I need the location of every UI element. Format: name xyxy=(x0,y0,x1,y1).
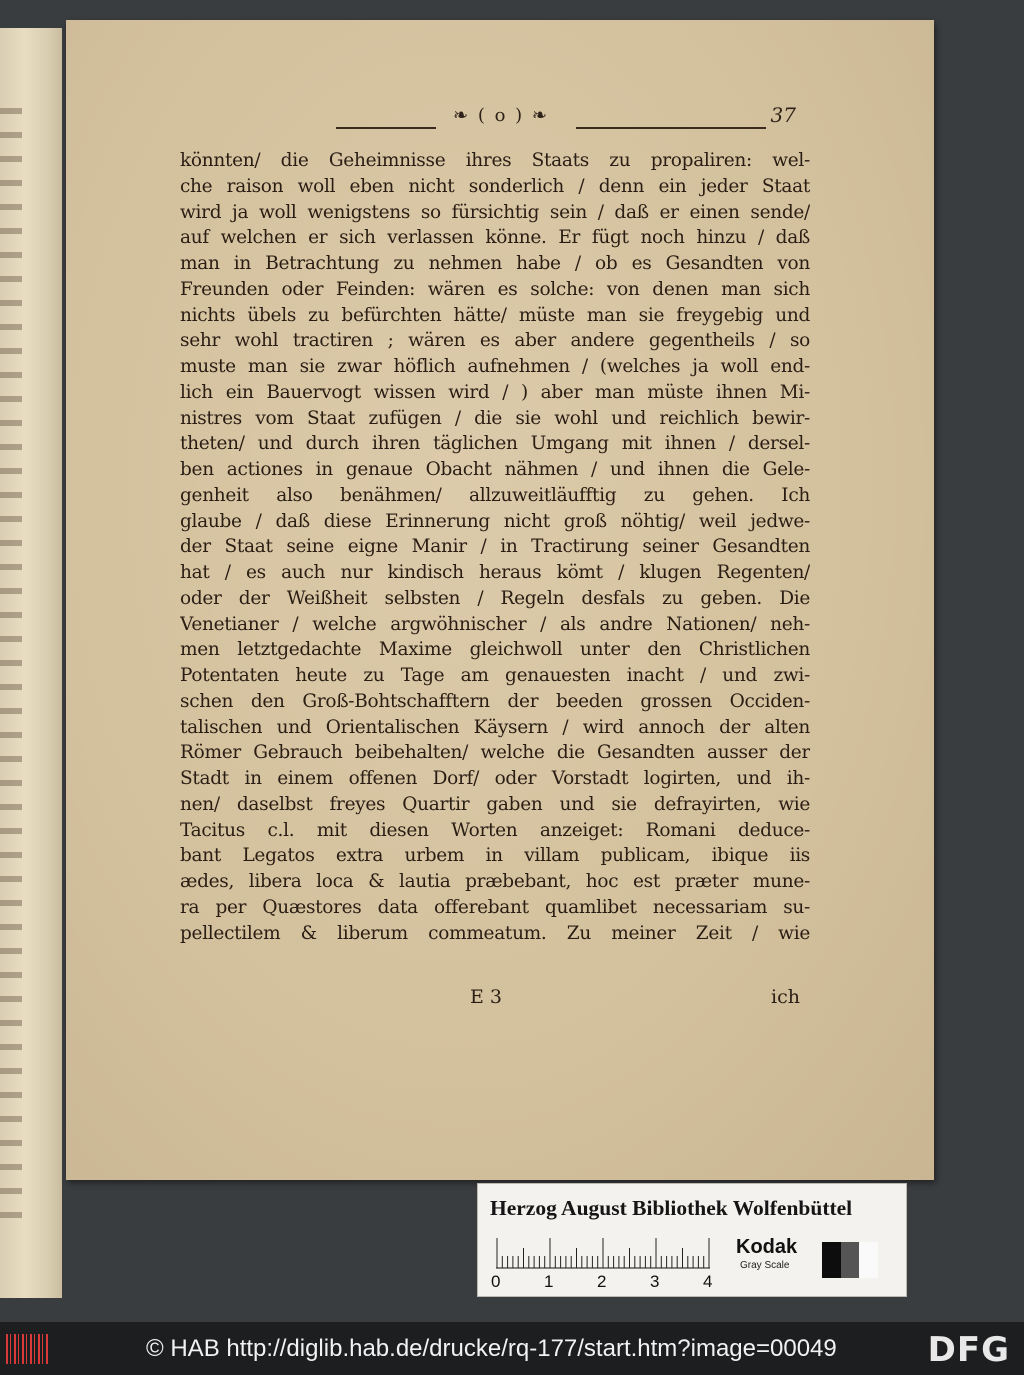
text-line: lich ein Bauervogt wissen wird / ) aber man müste ihnen Mi- xyxy=(180,381,810,403)
text-line: oder der Weißheit selbsten / Regeln desfals zu geben. Die xyxy=(180,587,810,609)
text-line: könnten/ die Geheimnisse ihres Staats zu propaliren: wel- xyxy=(180,150,810,171)
text-line: talischen und Orientalischen Käysern / wird annoch der alten xyxy=(180,716,810,738)
status-bar xyxy=(0,1322,1024,1375)
gray-swatch xyxy=(822,1242,878,1278)
gray-scale-label: Gray Scale xyxy=(740,1260,790,1271)
kodak-brand: Kodak xyxy=(736,1236,798,1258)
text-line: theten/ und durch ihren täglichen Umgang mit ihnen / dersel- xyxy=(180,433,810,455)
text-line: Venetianer / welche argwöhnischer / als andre Nationen/ neh- xyxy=(180,613,810,635)
color-calibration-card xyxy=(477,1183,907,1297)
catchword: ich xyxy=(771,986,800,1008)
text-line: nichts übels zu befürchten hätte/ müste man sie freygebig und xyxy=(180,304,810,326)
measurement-ruler xyxy=(491,1236,713,1291)
ruler-label: 3 xyxy=(650,1272,660,1291)
book-page xyxy=(66,20,934,1180)
text-line: che raison woll eben nicht sonderlich / denn ein jeder Staat xyxy=(180,175,810,197)
text-line: glaube / daß diese Erinnerung nicht groß nöhtig/ weil jedwe- xyxy=(180,510,810,532)
running-header xyxy=(336,105,796,131)
text-line: nistres vom Staat zufügen / die sie wohl und reichlich bewir- xyxy=(180,407,810,429)
text-line: schen den Groß-Bohtschafftern der beeden grossen Occiden- xyxy=(180,690,810,712)
text-line: hat / es auch nur kindisch heraus kömt / klugen Regenten/ xyxy=(180,562,810,583)
library-name: Herzog August Bibliothek Wolfenbüttel xyxy=(490,1196,853,1220)
text-line: man in Betrachtung zu nehmen habe / ob es Gesandten von xyxy=(180,253,810,274)
dfg-logo: DFG xyxy=(927,1330,1010,1370)
text-line: der Staat seine eigne Manir / in Tractirung seiner Gesandten xyxy=(180,536,810,558)
ruler-label: 1 xyxy=(544,1272,554,1291)
barcode-icon xyxy=(6,1334,48,1364)
text-line: Stadt in einem offenen Dorf/ oder Vorstadt logirten, und ih- xyxy=(180,768,810,789)
body-text xyxy=(180,148,810,946)
page-footer xyxy=(180,986,810,1014)
text-line: ben actiones in genaue Obacht nähmen / und ihnen die Gele- xyxy=(180,459,810,480)
text-line: pellectilem & liberum commeatum. Zu meiner Zeit / wie xyxy=(180,922,810,944)
image-url[interactable]: © HAB http://diglib.hab.de/drucke/rq-177/start.htm?image=00049 xyxy=(146,1335,837,1362)
text-line: men letztgedachte Maxime gleichwoll unter den Christlichen xyxy=(180,639,810,661)
text-line: Tacitus c.l. mit diesen Worten anzeiget: Romani deduce- xyxy=(180,819,810,841)
page-number: 37 xyxy=(770,103,796,127)
text-line: Römer Gebrauch beibehalten/ welche die Gesandten ausser der xyxy=(180,742,810,764)
text-line: wird ja woll wenigstens so fürsichtig sein / daß er einen sende/ xyxy=(180,201,810,223)
ruler-label: 4 xyxy=(703,1272,713,1291)
text-line: nen/ daselbst freyes Quartir gaben und sie defrayirten, wie xyxy=(180,793,810,815)
ruler-label: 0 xyxy=(491,1272,501,1291)
text-line: genheit also benähmen/ allzuweitläufftig zu gehen. Ich xyxy=(180,484,810,506)
ruler-label: 2 xyxy=(597,1272,607,1291)
header-ornament: ❧ ( o ) ❧ xyxy=(453,105,549,126)
text-line: ædes, libera loca & lautia præbebant, hoc est præter mune- xyxy=(180,871,810,892)
text-line: Potentaten heute zu Tage am genauesten inacht / und zwi- xyxy=(180,665,810,686)
text-line: bant Legatos extra urbem in villam publicam, ibique iis xyxy=(180,845,810,867)
text-line: ra per Quæstores data offerebant quamlibet necessariam su- xyxy=(180,896,810,918)
text-line: sehr wohl tractiren ; wären es aber andere gegentheils / so xyxy=(180,330,810,352)
ruler-ticks xyxy=(492,1236,712,1270)
text-line: muste man sie zwar höflich aufnehmen / (welches ja woll end- xyxy=(180,356,810,377)
signature-mark: E 3 xyxy=(470,986,502,1008)
text-line: auf welchen er sich verlassen könne. Er fügt noch hinzu / daß xyxy=(180,227,810,249)
text-line: Freunden oder Feinden: wären es solche: von denen man sich xyxy=(180,278,810,300)
facing-page-edge xyxy=(0,28,62,1298)
